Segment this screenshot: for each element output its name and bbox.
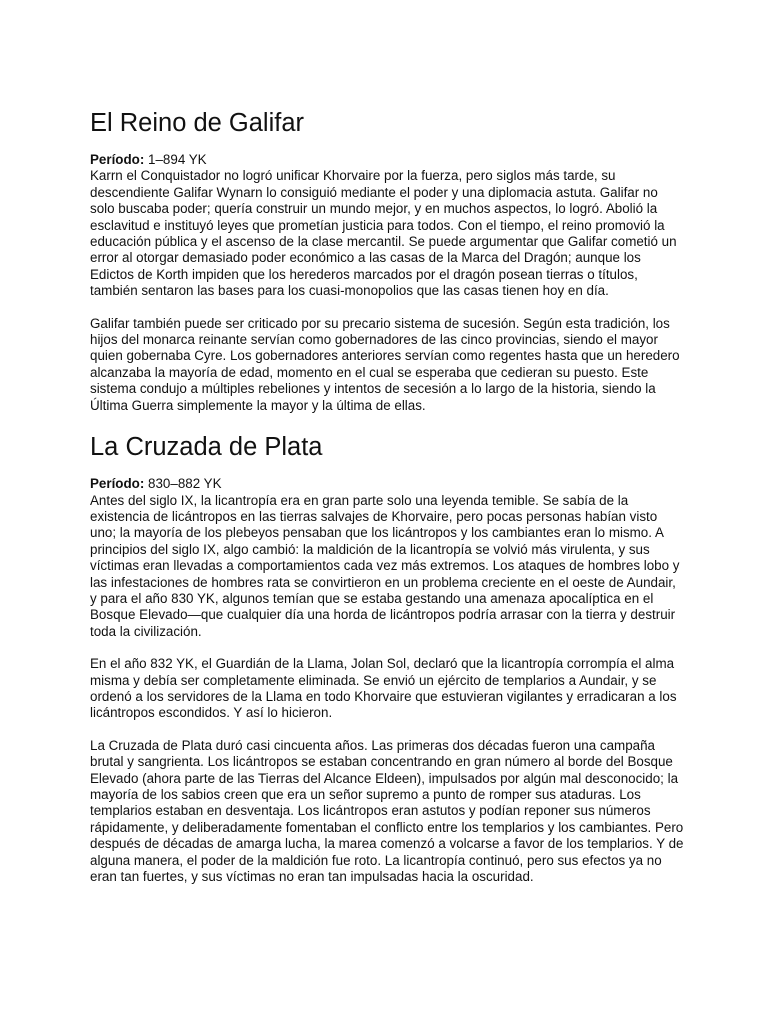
period-label: Período: — [90, 476, 145, 492]
paragraph: La Cruzada de Plata duró casi cincuenta años. Las primeras dos décadas fueron una campaña brutal y sangrienta. Los licántropos se estaban concentrando en gran número al borde del Bosque Elevado (ahora parte de las Tierras del Alcance Eldeen), impulsados por algún mal desconocido; la mayoría de los sabios creen que era un señor supremo a punto de romper sus ataduras. Los templarios estaban en desventaja. Los licántropos eran astutos y podían reponer sus números rápidamente, y deliberadamente fomentaban el conflicto entre los templarios y los cambiantes. Pero después de décadas de amarga lucha, la marea comenzó a volcarse a favor de los templarios. Y de alguna manera, el poder de la maldición fue roto. La licantropía continuó, pero sus efectos ya no eran tan fuertes, y sus víctimas no eran tan impulsadas hacia la oscuridad. — [90, 737, 684, 885]
section-title: El Reino de Galifar — [90, 109, 305, 137]
period-line — [90, 476, 686, 492]
paragraph: Karrn el Conquistador no logró unificar Khorvaire por la fuerza, pero siglos más tarde, su descendiente Galifar Wynarn lo consiguió mediante el poder y una diplomacia astuta. Galifar no solo buscaba poder; quería construir un mundo mejor, y en muchos aspectos, lo logró. Abolió la esclavitud e instituyó leyes que prometían justicia para todos. Con el tiempo, el reino promovió la educación pública y el ascenso de la clase mercantil. Se puede argumentar que Galifar cometió un error al otorgar demasiado poder económico a las casas de la Marca del Dragón; aunque los Edictos de Korth impiden que los herederos marcados por el dragón posean tierras o títulos, también sentaron las bases para los cuasi-monopolios que las casas tienen hoy en día. — [90, 168, 677, 299]
document-page — [90, 106, 686, 901]
paragraph: En el año 832 YK, el Guardián de la Llama, Jolan Sol, declaró que la licantropía corrompía el alma misma y debía ser completamente eliminada. Se envió un ejército de templarios a Aundair, y se ordenó a los servidores de la Llama en todo Khorvaire que estuvieran vigilantes y erradicaran a los licántropos escondidos. Y así lo hicieron. — [90, 656, 677, 721]
section-title: La Cruzada de Plata — [90, 433, 323, 462]
section-cruzada-de-plata — [90, 430, 686, 885]
period-label: Período: — [90, 152, 145, 167]
period-value: 830–882 YK — [144, 476, 222, 492]
period-value: 1–894 YK — [144, 152, 207, 167]
paragraph: Antes del siglo IX, la licantropía era en gran parte solo una leyenda temible. Se sabía de la existencia de licántropos en las tierras salvajes de Khorvaire, pero pocas personas habían visto uno; la mayoría de los plebeyos pensaban que los licántropos y los cambiantes eran lo mismo. A principios del siglo IX, algo cambió: la maldición de la licantropía se volvió más virulenta, y sus víctimas eran llevadas a comportamientos cada vez más extremos. Los ataques de hombres lobo y las infestaciones de hombres rata se convirtieron en un problema creciente en el oeste de Aundair, y para el año 830 YK, algunos temían que se estaba gestando una amenaza apocalíptica en el Bosque Elevado—que cualquier día una horda de licántropos podría arrasar con la tierra y destruir toda la civilización. — [90, 492, 680, 639]
period-line — [90, 152, 686, 168]
paragraph: Galifar también puede ser criticado por su precario sistema de sucesión. Según esta tradición, los hijos del monarca reinante servían como gobernadores de las cinco provincias, siendo el mayor quien gobernaba Cyre. Los gobernadores anteriores servían como regentes hasta que un heredero alcanzaba la mayoría de edad, momento en el cual se esperaba que cedieran su puesto. Este sistema condujo a múltiples rebeliones y intentos de secesión a lo largo de la historia, siendo la Última Guerra simplemente la mayor y la última de ellas. — [90, 315, 680, 413]
section-reino-de-galifar — [90, 106, 686, 414]
